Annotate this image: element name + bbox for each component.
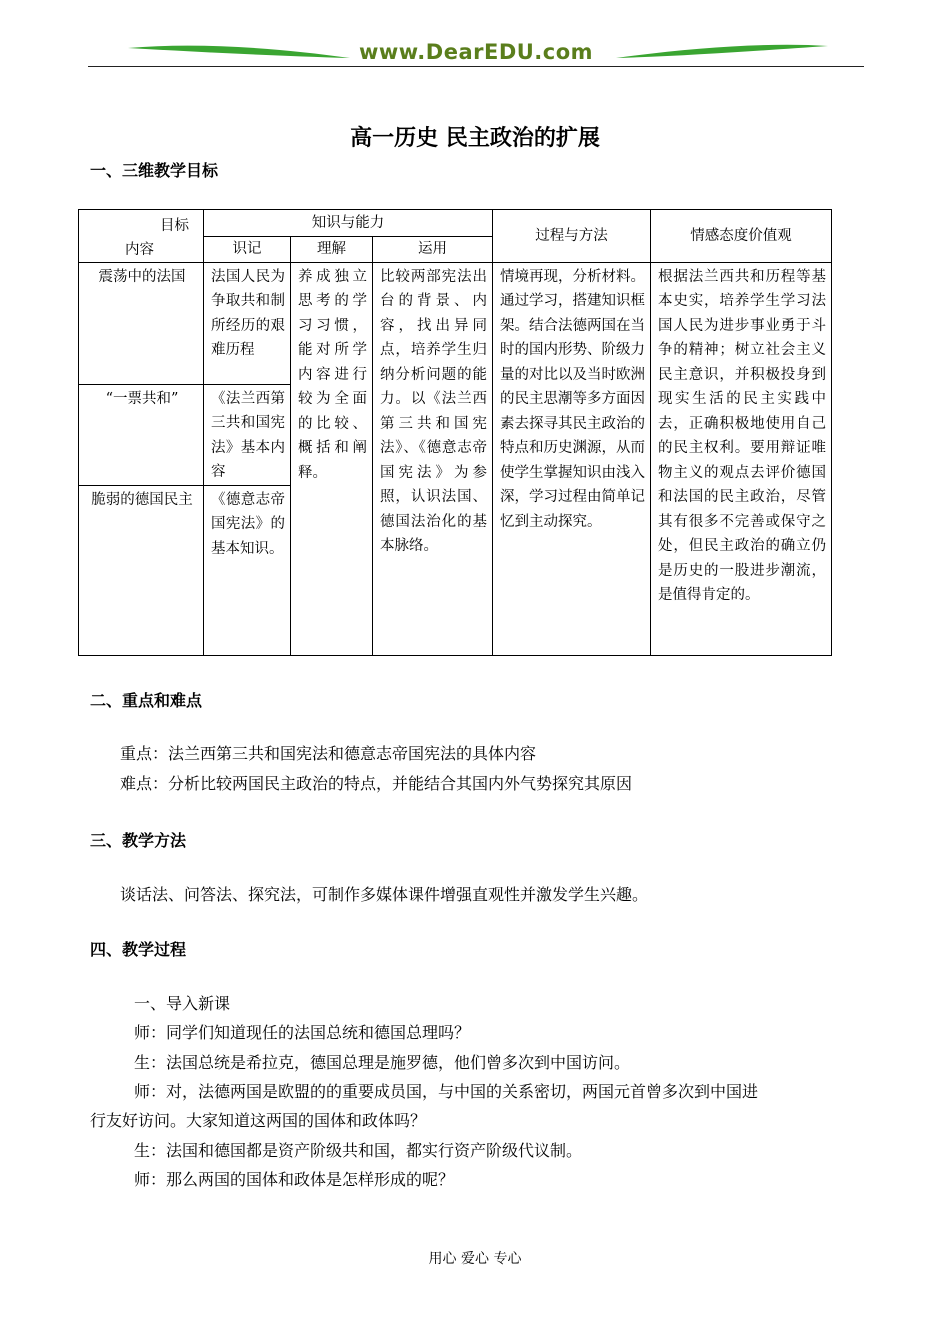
- method-text: 谈话法、问答法、探究法，可制作多媒体课件增强直观性并激发学生兴趣。: [120, 885, 649, 904]
- cell-emotion: 根据法兰西共和历程等基本史实，培养学生学习法国人民为进步事业勇于斗争的精神；树立社会主义民主意识，并积极投身到现实生活的民主实践中去，正确积极地使用自己的民主权利。要用辩证唯物主义的观点去评价德国和法国的民主政治，尽管其有很多不完善或保守之处，但民主政治的确立仍是历史的一股进步潮流，是值得肯定的。: [651, 262, 832, 655]
- site-header: [88, 36, 864, 70]
- cell-process: [493, 262, 651, 655]
- header-knowledge: 知识与能力: [204, 210, 493, 237]
- subheader-recall: 识记: [204, 237, 291, 263]
- table-corner-cell: [79, 210, 204, 263]
- dialogue-line: 行友好访问。大家知道这两国的国体和政体吗？: [90, 1111, 427, 1130]
- corner-label-content: 内容: [125, 242, 154, 258]
- process-line-1: 情境再现，分析材料。: [500, 268, 645, 285]
- dialogue-line: 师：那么两国的国体和政体是怎样形成的呢？: [134, 1170, 455, 1189]
- key-point-focus: 重点：法兰西第三共和国宪法和德意志帝国宪法的具体内容: [120, 744, 537, 763]
- row-content-1: 震荡中的法国: [79, 262, 204, 384]
- row-recall-1: 法国人民为争取共和制所经历的艰难历程: [204, 262, 291, 384]
- header-rule: [88, 66, 864, 67]
- site-logo: www.DearEDU.com: [358, 40, 594, 64]
- row-content-3: 脆弱的德国民主: [79, 485, 204, 655]
- process-intro: 一、导入新课: [134, 994, 231, 1013]
- section-heading-goals: 一、三维教学目标: [90, 161, 219, 180]
- row-content-2: “一票共和”: [79, 384, 204, 485]
- corner-label-goal: 目标: [160, 218, 189, 234]
- process-line-2: 通过学习，搭建知识框架。结合法德两国在当时的国内形势、阶级力量的对比以及当时欧洲的民主思潮等多方面因素去探寻其民主政治的特点和历史渊源，从而使学生掌握知识由浅入深，学习过程由简单记忆到主动探究。: [500, 293, 645, 530]
- section-heading-process: 四、教学过程: [90, 940, 187, 959]
- cell-understand: 养成独立思考的学习习惯，能对所学内容进行较为全面的比较、概括和阐释。: [291, 262, 373, 655]
- header-process: 过程与方法: [493, 210, 651, 263]
- section-heading-method: 三、教学方法: [90, 831, 187, 850]
- dialogue-line: 师：同学们知道现任的法国总统和德国总理吗？: [134, 1023, 471, 1042]
- goals-table: [78, 209, 832, 656]
- dialogue-line: 生：法国和德国都是资产阶级共和国，都实行资产阶级代议制。: [134, 1141, 583, 1160]
- key-point-difficulty: 难点：分析比较两国民主政治的特点，并能结合其国内外气势探究其原因: [120, 774, 633, 793]
- page-title: 高一历史 民主政治的扩展: [350, 125, 600, 151]
- dialogue-line: 师：对，法德两国是欧盟的的重要成员国，与中国的关系密切，两国元首曾多次到中国进: [134, 1082, 759, 1101]
- subheader-apply: 运用: [373, 237, 493, 263]
- dialogue-line: 生：法国总统是希拉克，德国总理是施罗德，他们曾多次到中国访问。: [134, 1053, 631, 1072]
- subheader-understand: 理解: [291, 237, 373, 263]
- section-heading-key-points: 二、重点和难点: [90, 691, 203, 710]
- header-emotion: 情感态度价值观: [651, 210, 832, 263]
- page-footer: 用心 爱心 专心: [428, 1251, 522, 1267]
- cell-apply: 比较两部宪法出台的背景、内容，找出异同点，培养学生归纳分析问题的能力。以《法兰西第三共和国宪法》、《德意志帝国宪法》为参照，认识法国、德国法治化的基本脉络。: [373, 262, 493, 655]
- row-recall-3: 《德意志帝国宪法》的基本知识。: [204, 485, 291, 655]
- row-recall-2: 《法兰西第三共和国宪法》基本内容: [204, 384, 291, 485]
